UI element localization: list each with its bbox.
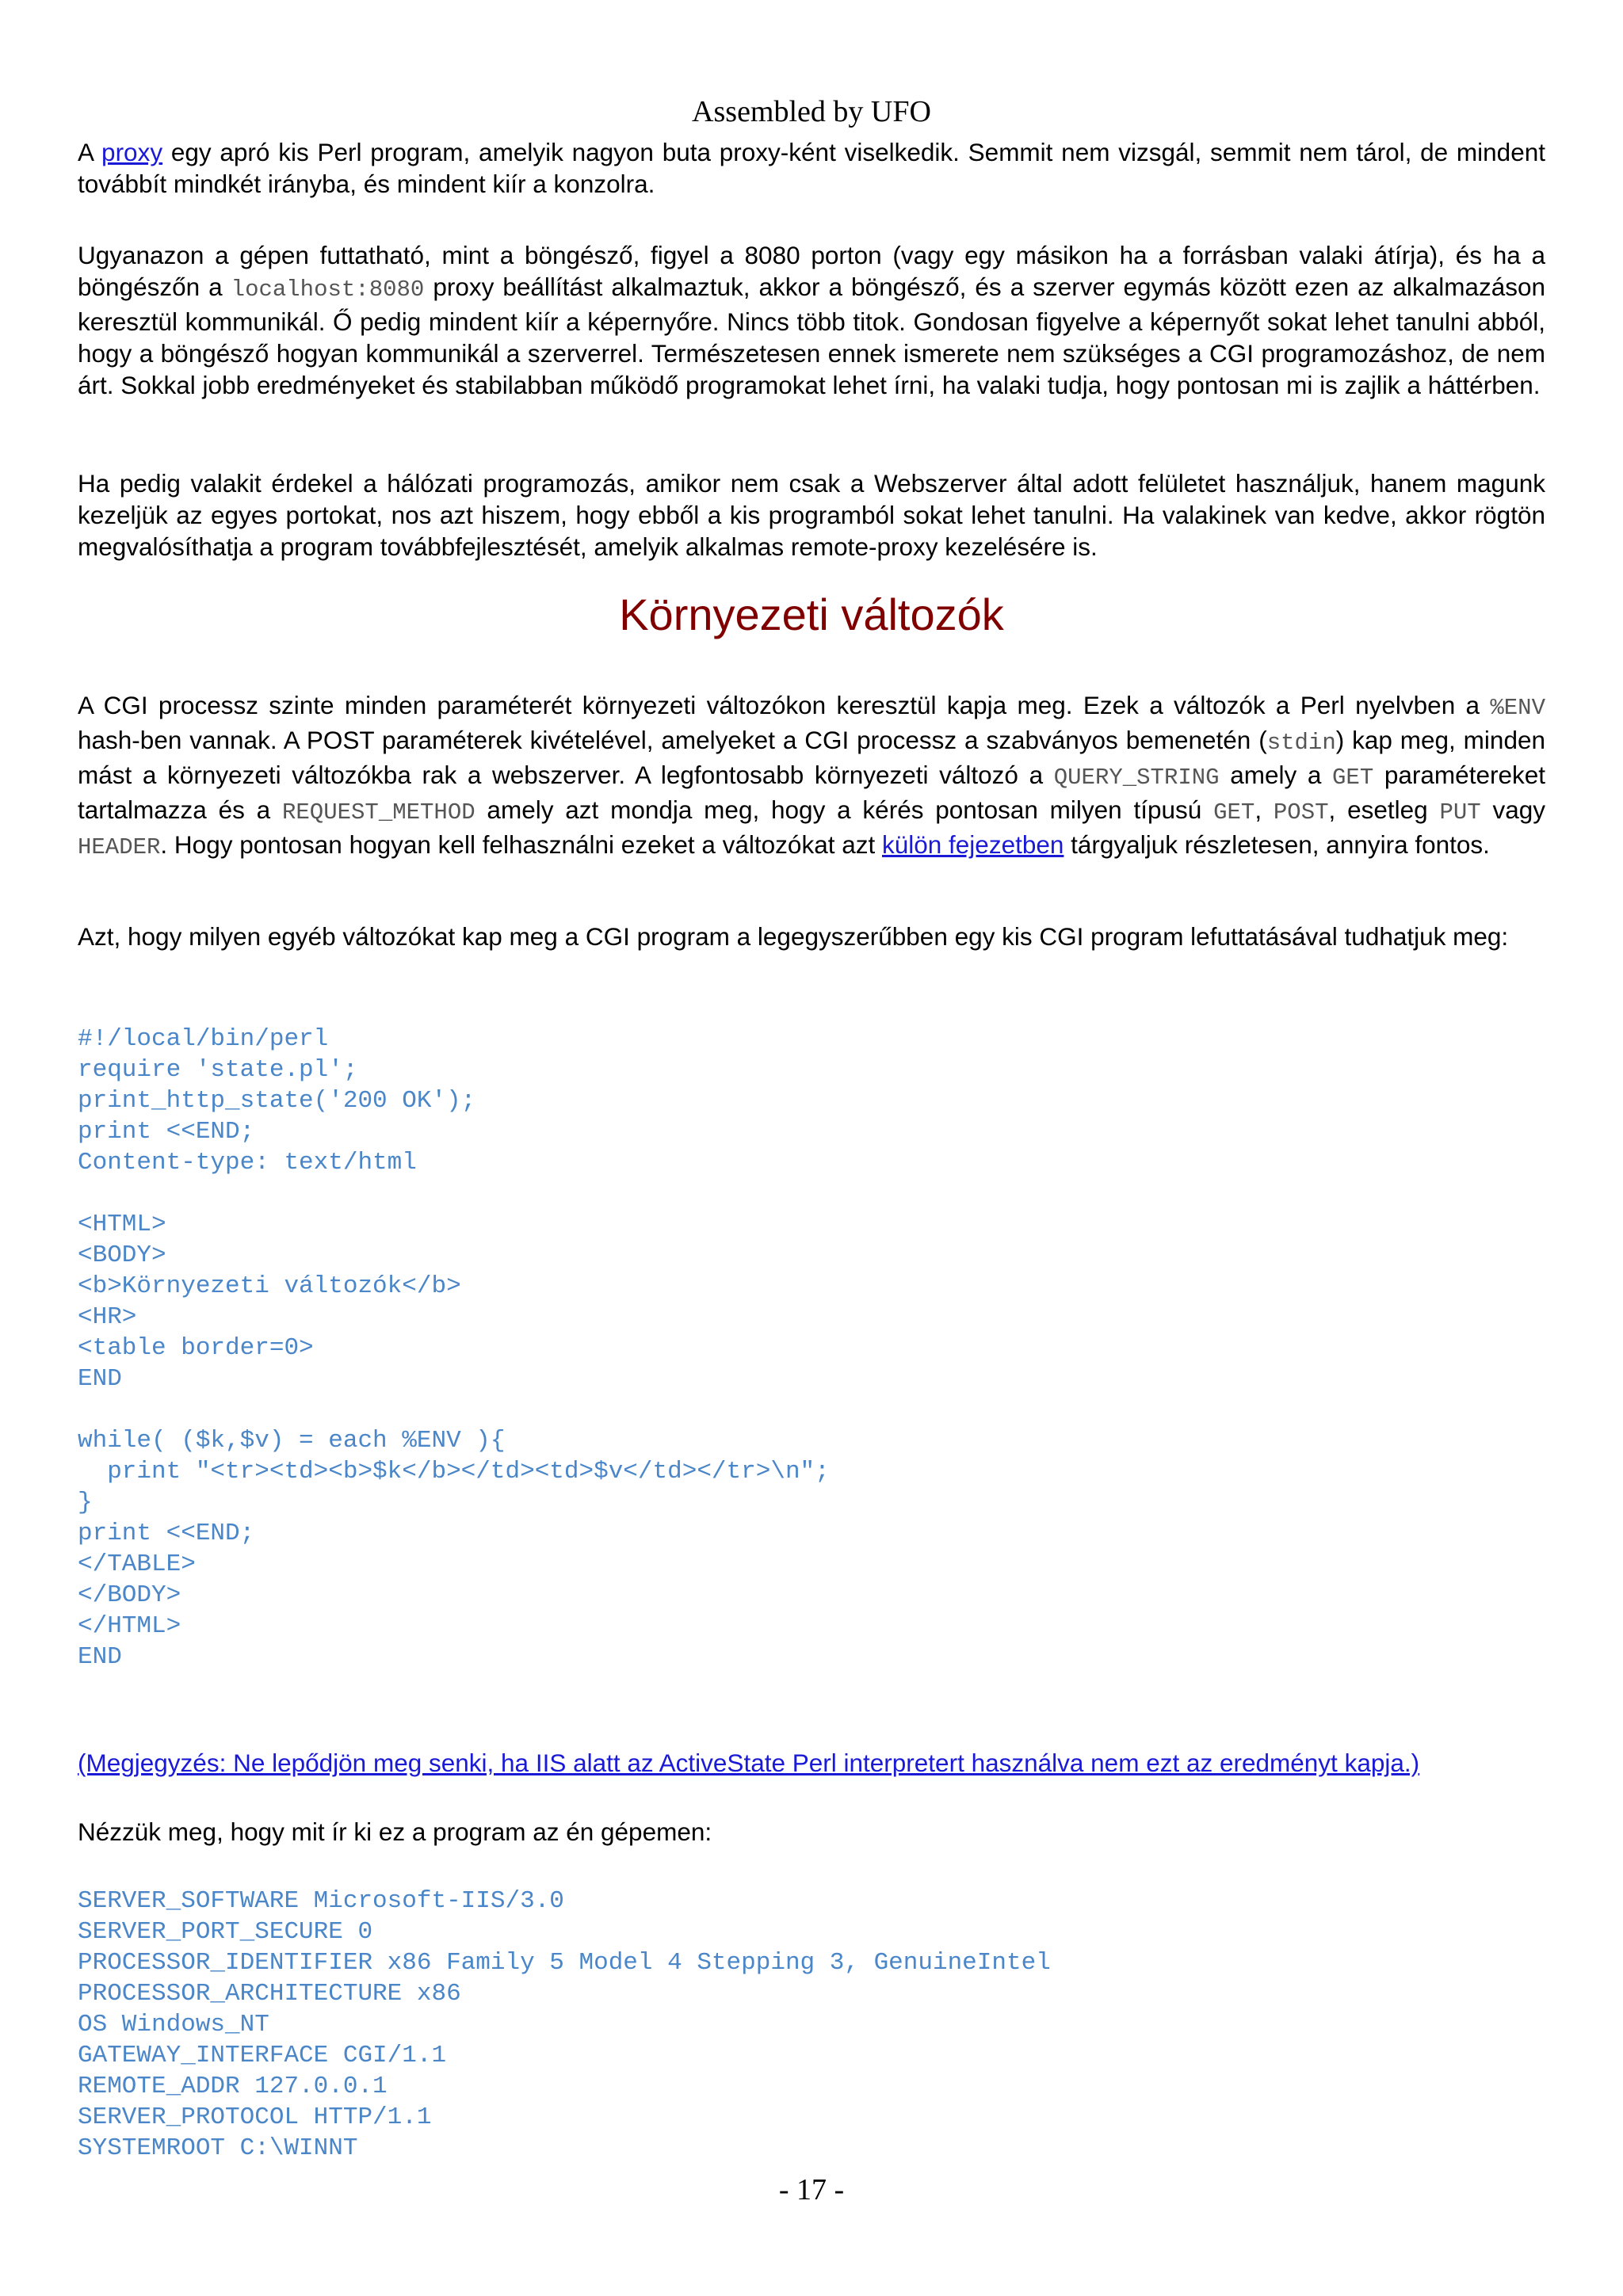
section-title: Környezeti változók bbox=[619, 589, 1004, 639]
paragraph-text: , esetleg bbox=[1328, 795, 1440, 824]
inline-code: QUERY_STRING bbox=[1053, 765, 1220, 791]
paragraph-text: vagy bbox=[1480, 795, 1545, 824]
paragraph-text: amely a bbox=[1219, 761, 1333, 789]
inline-code: stdin bbox=[1266, 730, 1336, 756]
paragraph-text: paramétereket tartalmazza és a bbox=[78, 761, 1545, 824]
paragraph-text: proxy beállítást alkalmaztuk, akkor a böngésző, és a szerver egymás között ezen az alkalmazáson keresztül kommunikál. Ő pedig mindent kiír a képernyőre. Nincs több titok. Gondosan figyelve a képernyőt sokat lehet tanulni abból, hogy a böngésző hogyan kommunikál a szerverrel. Természetesen ennek ismerete nem szükséges a CGI programozáshoz, de nem árt. Sokkal jobb eredményeket és stabilabban működő programokat lehet írni, ha valaki tudja, hogy pontosan mi is zajlik a háttérben. bbox=[78, 273, 1546, 399]
paragraph-text: egy apró kis Perl program, amelyik nagyon buta proxy-ként viselkedik. Semmit nem vizsgál, semmit nem tárol, de mindent továbbít mindkét irányba, és mindent kiír a konzolra. bbox=[78, 138, 1545, 198]
inline-code: localhost:8080 bbox=[231, 277, 425, 303]
inline-code: PUT bbox=[1439, 799, 1481, 826]
paragraph-text: tárgyaljuk részletesen, annyira fontos. bbox=[1064, 830, 1490, 859]
paragraph-text: , bbox=[1254, 795, 1274, 824]
inline-code: GET bbox=[1332, 765, 1374, 791]
paragraph-text: . Hogy pontosan hogyan kell felhasználni ezeket a változókat azt bbox=[160, 830, 882, 859]
inline-code: GET bbox=[1213, 799, 1255, 826]
paragraph-text: A CGI processz szinte minden paraméterét környezeti változókon keresztül kapja meg. Ezek a változók a Perl nyelvben a bbox=[78, 691, 1491, 719]
page-number: - 17 - bbox=[778, 2173, 845, 2206]
paragraph-text: Ugyanazon a gépen futtatható, mint a böngésző, figyel a 8080 porton (vagy egy másikon ha a forrásban valaki átírja), és ha a böngészőn a bbox=[78, 241, 1545, 301]
page-header: Assembled by UFO bbox=[692, 95, 931, 128]
paragraph-cgi-env bbox=[78, 689, 1545, 864]
paragraph-text: hash-ben vannak. A POST paraméterek kivételével, amelyeket a CGI processz a szabványos bemenetén ( bbox=[78, 726, 1267, 754]
paragraph-text: ) kap meg, minden mást a környezeti változókba rak a webszerver. A legfontosabb környezeti változó a bbox=[78, 726, 1545, 789]
paragraph-text: A bbox=[78, 138, 102, 166]
paragraph-proxy bbox=[78, 136, 1545, 200]
inline-code: HEADER bbox=[78, 834, 161, 860]
paragraph-network: Ha pedig valakit érdekel a hálózati programozás, amikor nem csak a Webszerver által adott felületet használjuk, hanem magunk kezeljük az egyes portokat, nos azt hiszem, hogy ebből a kis programból sokat lehet tanulni. Ha valakinek van kedve, akkor rögtön megvalósíthatja a program továbbfejlesztését, amelyik alkalmas remote-proxy kezelésére is. bbox=[78, 469, 1545, 561]
inline-code: REQUEST_METHOD bbox=[282, 799, 475, 826]
code-block-output: SERVER_SOFTWARE Microsoft-IIS/3.0 SERVER_PORT_SECURE 0 PROCESSOR_IDENTIFIER x86 Family 5 Model 4 Stepping 3, GenuineIntel PROCESSOR_ARCHITECTURE x86 OS Windows_NT GATEWAY_INTERFACE CGI/1.1 REMOTE_ADDR 127.0.0.1 SERVER_PROTOCOL HTTP/1.1 SYSTEMROOT C:\WINNT bbox=[78, 1887, 1051, 2162]
code-block-perl: #!/local/bin/perl require 'state.pl'; print_http_state('200 OK'); print <<END; Content-type: text/html <HTML> <BODY> <b>Környezeti változók</b> <HR> <table border=0> END while( ($k,$v) = each %ENV ){ print "<tr><td><b>$k</b></td><td>$v</td></tr>\n"; } print <<END; </TABLE> </BODY> </HTML> END bbox=[78, 1025, 830, 1671]
note-link[interactable]: (Megjegyzés: Ne lepődjön meg senki, ha IIS alatt az ActiveState Perl interpretert használva nem ezt az eredményt kapja.) bbox=[78, 1749, 1420, 1777]
paragraph-browser bbox=[78, 239, 1545, 401]
inline-code: %ENV bbox=[1490, 695, 1545, 721]
proxy-link[interactable]: proxy bbox=[101, 138, 163, 166]
paragraph-intro-code: Azt, hogy milyen egyéb változókat kap meg a CGI program a legegyszerűbben egy kis CGI program lefuttatásával tudhatjuk meg: bbox=[78, 922, 1509, 951]
chapter-link[interactable]: külön fejezetben bbox=[881, 830, 1064, 859]
paragraph-output-intro: Nézzük meg, hogy mit ír ki ez a program az én gépemen: bbox=[78, 1817, 712, 1846]
paragraph-text: amely azt mondja meg, hogy a kérés pontosan milyen típusú bbox=[475, 795, 1214, 824]
inline-code: POST bbox=[1273, 799, 1329, 826]
